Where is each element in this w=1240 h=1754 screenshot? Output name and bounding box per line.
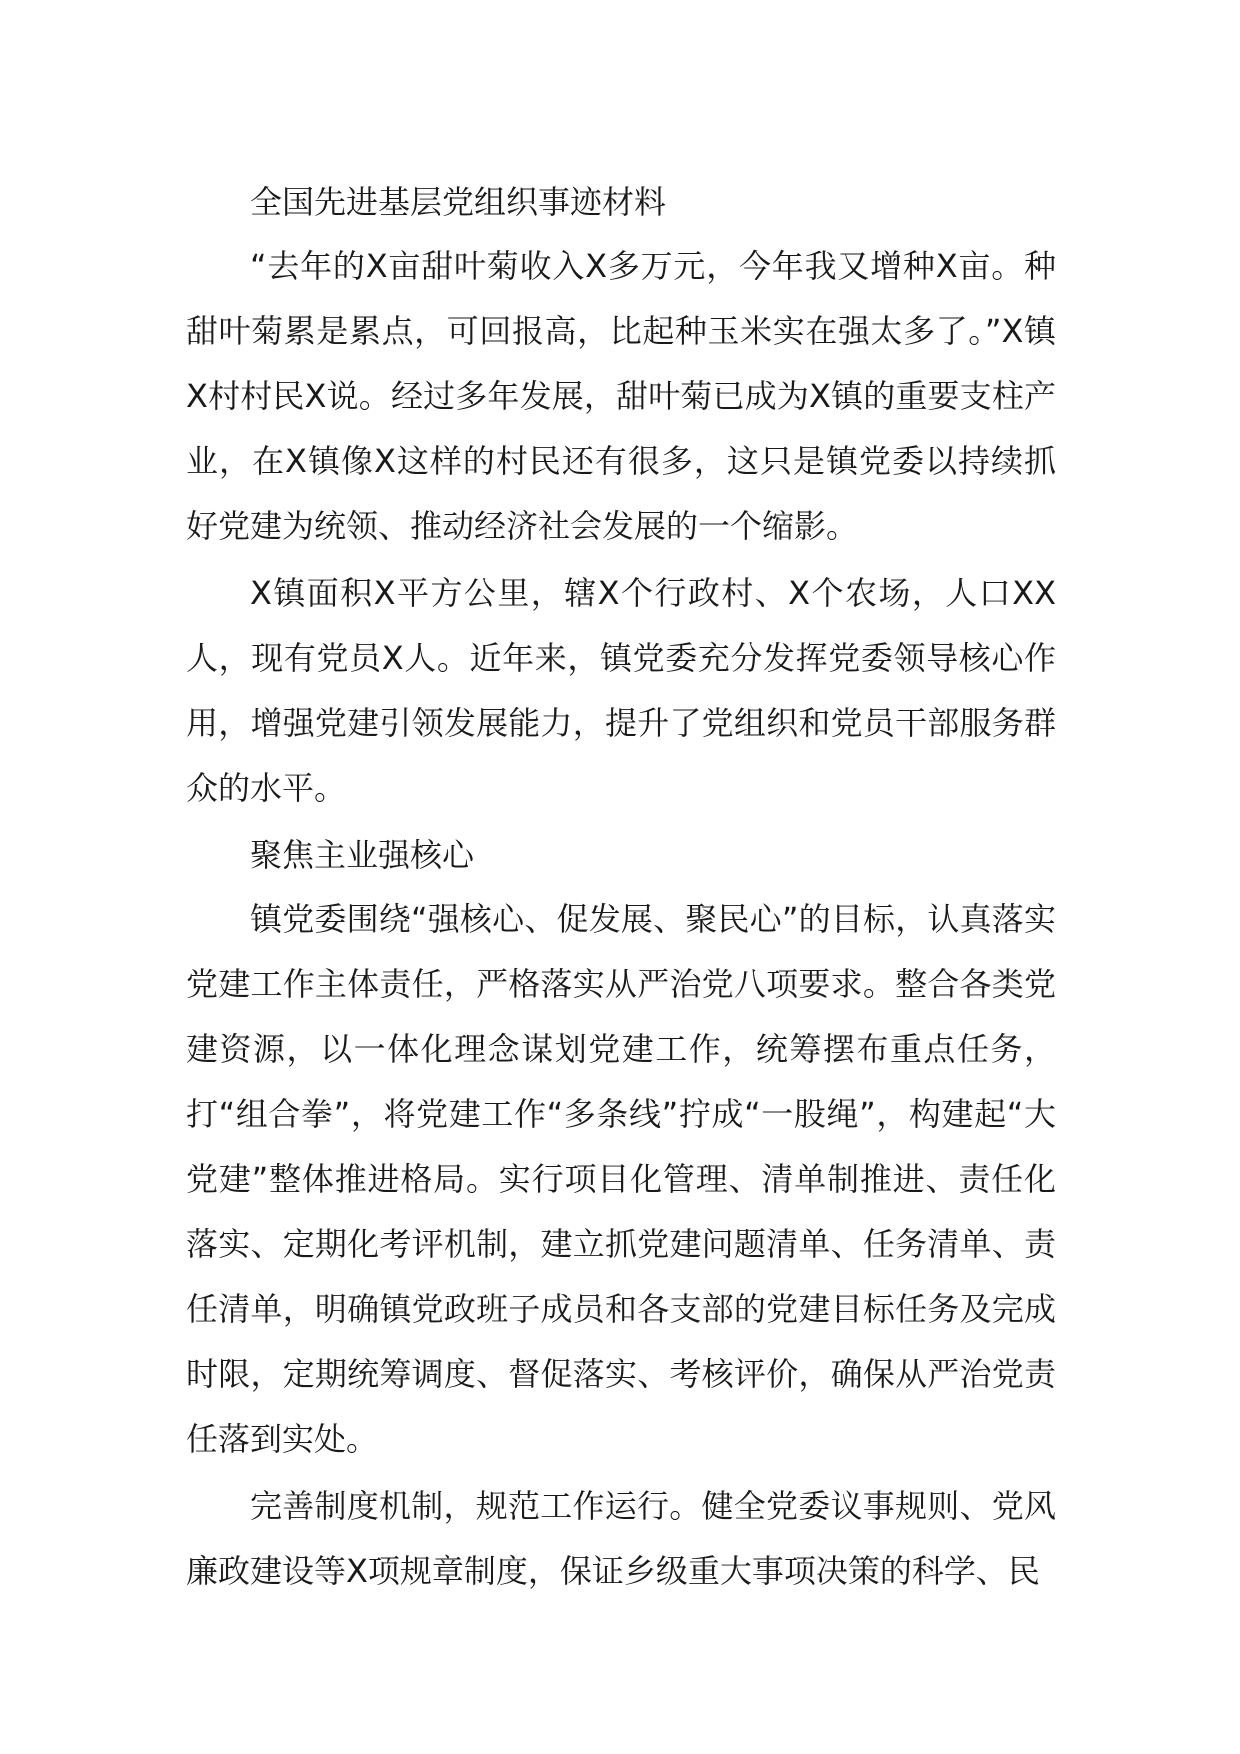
section-heading: 聚焦主业强核心 [250,836,475,874]
paragraph-section-1: 镇党委围绕“强核心、促发展、聚民心”的目标，认真落实党建工作主体责任，严格落实从严治党八项要求。整合各类党建资源，以一体化理念谋划党建工作，统筹摆布重点任务，打“组合拳”，将党建工作“多条线”拧成“一股绳”，构建起“大党建”整体推进格局。实行项目化管理、清单制推进、责任化落实、定期化考评机制，建立抓党建问题清单、任务清单、责任清单，明确镇党政班子成员和各支部的党建目标任务及完成时限，定期统筹调度、督促落实、考核评价，确保从严治党责任落到实处。 [186,900,1056,1458]
document-body [186,170,1056,1604]
paragraph-section-2: 完善制度机制，规范工作运行。健全党委议事规则、党风廉政建设等X项规章制度，保证乡级重大事项决策的科学、民 [186,1487,1056,1590]
paragraph-overview: X镇面积X平方公里，辖X个行政村、X个农场，人口XX人，现有党员X人。近年来，镇党委充分发挥党委领导核心作用，增强党建引领发展能力，提升了党组织和党员干部服务群众的水平。 [186,574,1056,807]
paragraph-intro: “去年的X亩甜叶菊收入X多万元，今年我又增种X亩。种甜叶菊累是累点，可回报高，比起种玉米实在强太多了。”X镇X村村民X说。经过多年发展，甜叶菊已成为X镇的重要支柱产业，在X镇像X这样的村民还有很多，这只是镇党委以持续抓好党建为统领、推动经济社会发展的一个缩影。 [186,247,1056,545]
document-title: 全国先进基层党组织事迹材料 [250,183,667,221]
